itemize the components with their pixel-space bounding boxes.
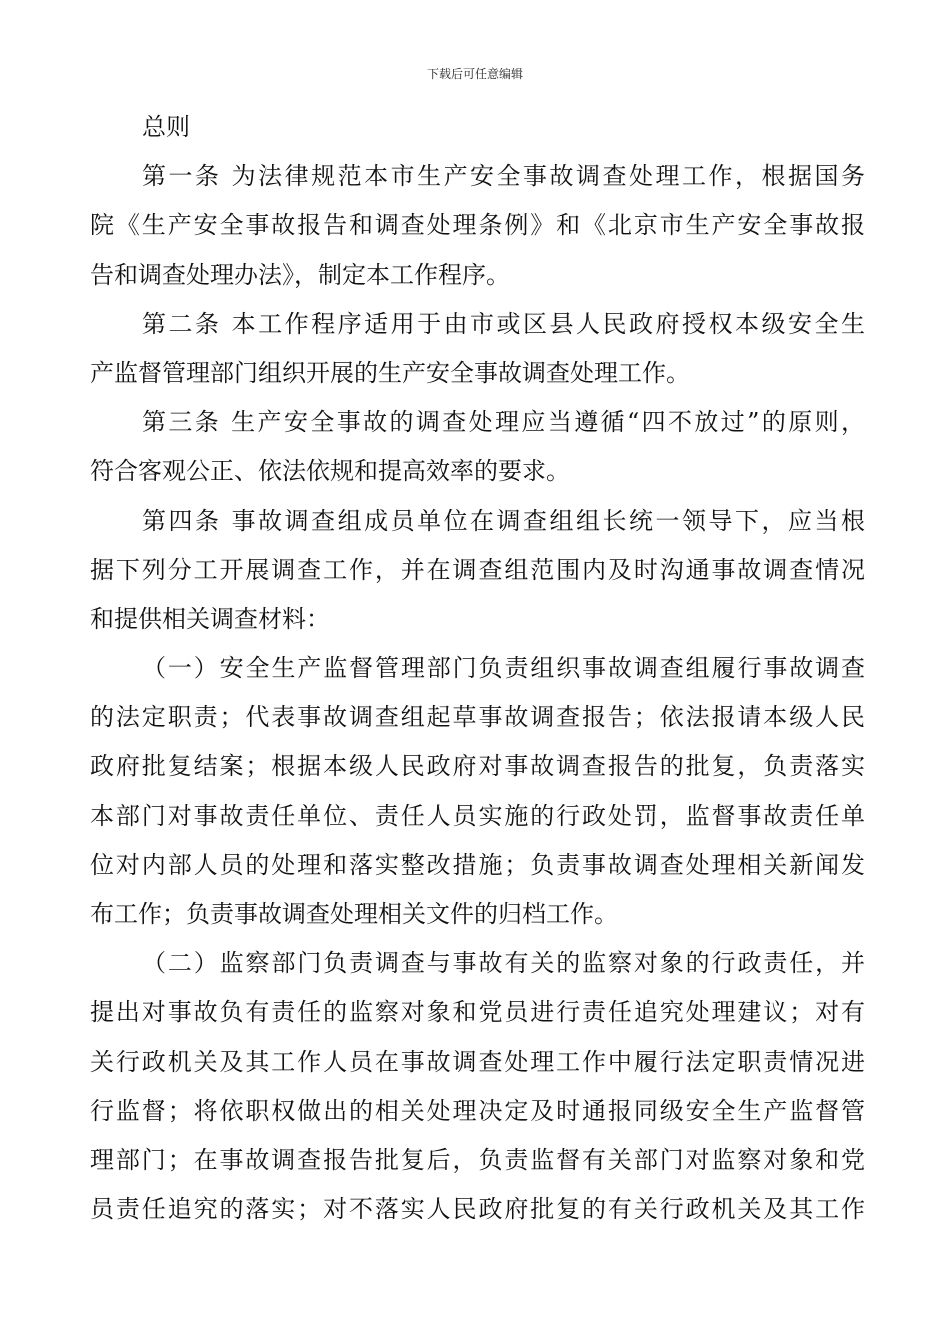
body-text-line: 符合客观公正、依法依规和提高效率的要求。: [90, 457, 570, 486]
body-text-line: 布工作；负责事故调查处理相关文件的归档工作。: [90, 900, 618, 928]
body-text-line: 据下列分工开展调查工作，并在调查组范围内及时沟通事故调查情况: [90, 555, 865, 584]
body-text-line: 理部门；在事故调查报告批复后，负责监督有关部门对监察对象和党: [90, 1145, 865, 1174]
document-body: [90, 103, 865, 1234]
body-text-line: 第三条 生产安全事故的调查处理应当遵循“四不放过”的原则，: [142, 408, 865, 437]
page-header-note: 下载后可任意编辑: [426, 67, 523, 81]
body-text-line: 关行政机关及其工作人员在事故调查处理工作中履行法定职责情况进: [90, 1047, 865, 1076]
section-title: 总则: [142, 113, 190, 141]
body-text-line: 第一条 为法律规范本市生产安全事故调查处理工作，根据国务: [142, 162, 865, 191]
body-text-line: 告和调查处理办法》，制定本工作程序。: [90, 260, 510, 289]
body-text-line: 政府批复结案；根据本级人民政府对事故调查报告的批复，负责落实: [90, 752, 865, 781]
body-text-line: 院《生产安全事故报告和调查处理条例》和《北京市生产安全事故报: [90, 211, 865, 240]
body-text-line: 第四条 事故调查组成员单位在调查组组长统一领导下，应当根: [142, 506, 865, 535]
body-text-line: 产监督管理部门组织开展的生产安全事故调查处理工作。: [90, 358, 690, 387]
body-text-line: 员责任追究的落实；对不落实人民政府批复的有关行政机关及其工作: [90, 1195, 865, 1224]
body-text-line: 提出对事故负有责任的监察对象和党员进行责任追究处理建议；对有: [90, 998, 865, 1027]
body-text-line: 本部门对事故责任单位、责任人员实施的行政处罚，监督事故责任单: [90, 801, 865, 830]
body-text-line: 的法定职责；代表事故调查组起草事故调查报告；依法报请本级人民: [90, 703, 865, 732]
body-text-line: （一）安全生产监督管理部门负责组织事故调查组履行事故调查: [142, 654, 865, 683]
body-text-line: 第二条 本工作程序适用于由市或区县人民政府授权本级安全生: [142, 309, 865, 338]
body-text-line: 行监督；将依职权做出的相关处理决定及时通报同级安全生产监督管: [90, 1096, 865, 1125]
body-text-line: 和提供相关调查材料：: [90, 604, 330, 633]
body-text-line: 位对内部人员的处理和落实整改措施；负责事故调查处理相关新闻发: [90, 850, 865, 879]
body-text-line: （二）监察部门负责调查与事故有关的监察对象的行政责任，并: [142, 949, 865, 978]
